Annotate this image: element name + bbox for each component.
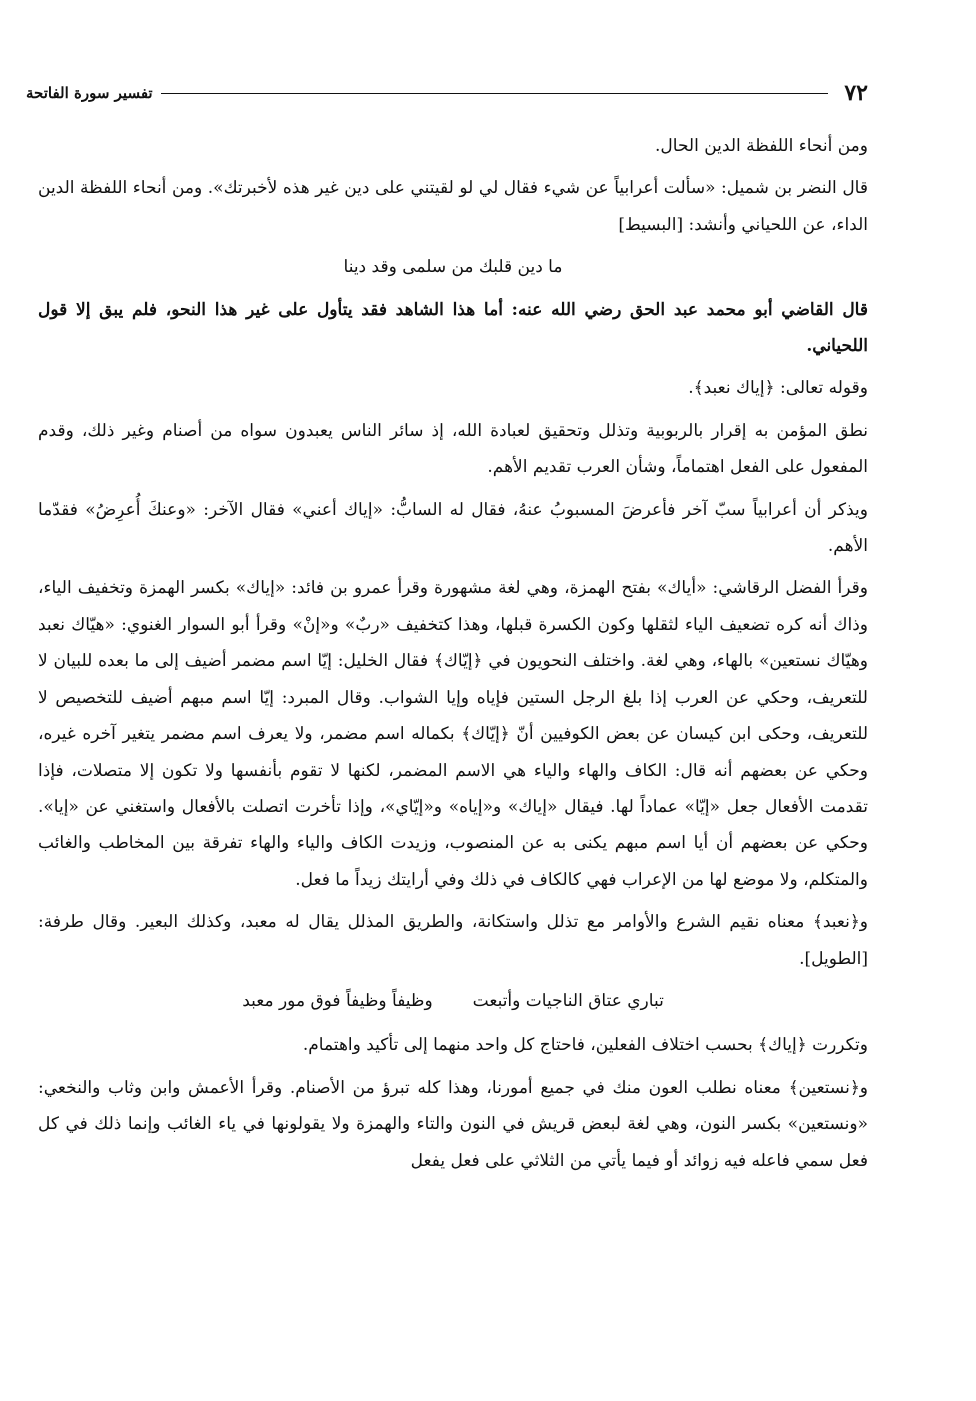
verse-first-hemistich: تباري عتاق الناجيات وأتبعت <box>472 990 664 1011</box>
page-body <box>38 128 868 1185</box>
page-number: ٧٢ <box>844 80 868 106</box>
paragraph: و﴿نعبد﴾ معناه نقيم الشرع والأوامر مع تذلل واستكانة، والطريق المذلل يقال له معبد، وكذلك البعير. وقال طرفة: [الطويل]. <box>38 912 868 969</box>
quran-quote: وقوله تعالى: ﴿إياك نعبد﴾. <box>688 378 868 399</box>
poetry-couplet <box>38 983 868 1019</box>
paragraph: و﴿نستعين﴾ معناه نطلب العون منك في جميع أمورنا، وهذا كله تبرؤ من الأصنام. وقرأ الأعمش وابن وثاب والنخعي: «ونستعين» بكسر النون، وهي لغة لبعض قريش في النون والتاء والهمزة ولا يقولونها في ياء الغائب وإنما ذلك في كل فعل سمي فاعله فيه زوائد أو فيما يأتي من الثلاثي على فعل يفعل <box>38 1077 868 1171</box>
header-rule <box>161 93 829 94</box>
verse-second-hemistich: وظيفاً وظيفاً فوق مور معبد <box>242 990 433 1011</box>
paragraph: وقرأ الفضل الرقاشي: «أياك» بفتح الهمزة، وهي لغة مشهورة وقرأ عمرو بن فائد: «إياك» بكسر الهمزة وتخفيف الياء، وذاك أنه كره تضعيف الياء لثقلها وكون الكسرة قبلها، وهذا كتخفيف «ربٌ» و«إنْ» وقرأ أبو السوار الغنوي: «هيّاك نعبد وهيّاك نستعين» بالهاء، وهي لغة. واختلف النحويون في ﴿إيّاك﴾ فقال الخليل: إيّا اسم مضمر أضيف إلى ما بعده للبيان لا للتعريف، وحكي عن العرب إذا بلغ الرجل الستين فإياه وإيا الشواب. وقال المبرد: إيّا اسم مبهم أضيف للتخصيص لا للتعريف، وحكى ابن كيسان عن بعض الكوفيين أنّ ﴿إيّاك﴾ بكماله اسم مضمر، ولا يعرف اسم مضمر يتغير آخره غيره، وحكي عن بعضهم أنه قال: الكاف والهاء والياء هي الاسم المضمر، لكنها لا تقوم بأنفسها ولا تكون إلا متصلات، فإذا تقدمت الأفعال جعل «إيّا» عماداً لها. فيقال «إياك» و«إياه» و«إيّاي»، وإذا تأخرت اتصلت بالأفعال واستغني عن «إيا». وحكي عن بعضهم أن أيا اسم مبهم يكنى به عن المنصوب، وزيدت الكاف والياء والهاء تفرقة بين المخاطب والغائب والمتكلم، ولا موضع لها من الإعراب فهي كالكاف في ذلك وفي أرايتك زيداً ما فعل. <box>38 578 868 890</box>
page-header <box>26 78 868 108</box>
paragraph: نطق المؤمن به إقرار بالربوبية وتذلل وتحقيق لعبادة الله، إذ سائر الناس يعبدون سواه من أصنام وغير ذلك، وقدم المفعول على الفعل اهتماماً، وشأن العرب تقديم الأهم. <box>38 420 868 478</box>
paragraph: ويذكر أن أعرابياً سبّ آخر فأعرضَ المسبوبُ عنهُ، فقال له السابُّ: «إياك أعني» فقال الآخر: «وعنكَ أُعرِضُ» فقدّما الأهم. <box>38 499 868 557</box>
paragraph: ومن أنحاء اللفظة الدين الحال. <box>655 136 868 156</box>
poetry-verse: ما دين قلبك من سلمى وقد دينا <box>343 257 563 278</box>
paragraph: قال النضر بن شميل: «سألت أعرابياً عن شيء فقال لي لو لقيتني على دين غير هذه لأخبرتك». ومن أنحاء اللفظة الدين الداء، عن اللحياني وأنشد: [البسيط] <box>38 178 868 235</box>
paragraph: قال القاضي أبو محمد عبد الحق رضي الله عنه: أما هذا الشاهد فقد يتأول على غير هذا النحو، فلم يبق إلا قول اللحياني. <box>38 299 868 357</box>
paragraph: وتكررت ﴿إياك﴾ بحسب اختلاف الفعلين، فاحتاج كل واحد منهما إلى تأكيد واهتمام. <box>302 1035 868 1056</box>
running-title: تفسير سورة الفاتحة <box>26 84 153 102</box>
